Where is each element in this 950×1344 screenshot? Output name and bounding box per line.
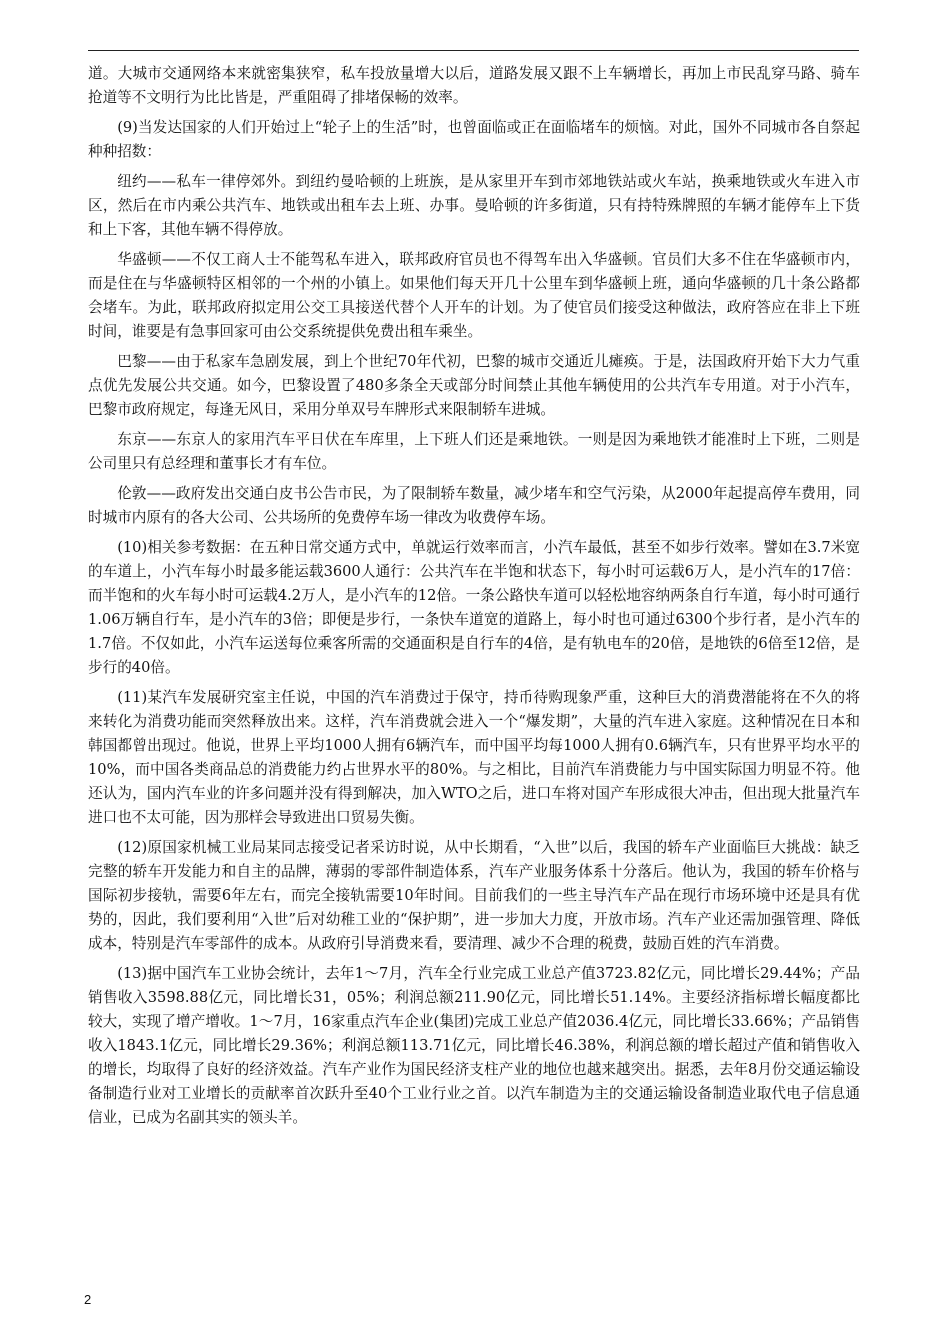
- paragraph-washington: 华盛顿——不仅工商人士不能驾私车进入，联邦政府官员也不得驾车出入华盛顿。官员们大多不住在华盛顿市内，而是住在与华盛顿特区相邻的一个州的小镇上。如果他们每天开几十公里车到华盛顿上班，通向华盛顿的几十条公路都会堵车。为此，联邦政府拟定用公交工具接送代替个人开车的计划。为了使官员们接受这种做法，政府答应在非上下班时间，谁要是有急事回家可由公交系统提供免费出租车乘坐。: [88, 251, 860, 340]
- paragraph-paris: 巴黎——由于私家车急剧发展，到上个世纪70年代初，巴黎的城市交通近儿瘫痪。于是，法国政府开始下大力气重点优先发展公共交通。如今，巴黎设置了480多条全天或部分时间禁止其他车辆使用的公共汽车专用道。对于小汽车，巴黎市政府规定，每逢无风日，采用分单双号车牌形式来限制轿车进城。: [88, 353, 860, 418]
- paragraph-10: (10)相关参考数据：在五种日常交通方式中，单就运行效率而言，小汽车最低，甚至不如步行效率。譬如在3.7米宽的车道上，小汽车每小时最多能运载3600人通行：公共汽车在半饱和状态下，每小时可运载6万人，是小汽车的17倍：而半饱和的火车每小时可运载4.2万人，是小汽车的12倍。一条公路快车道可以轻松地容纳两条自行车道，每小时可通行1.06万辆自行车，是小汽车的3倍；即便是步行，一条快车道宽的道路上，每小时也可通过6300个步行者，是小汽车的1.7倍。不仅如此，小汽车运送每位乘客所需的交通面积是自行车的4倍，是有轨电车的20倍，是地铁的6倍至12倍，是步行的40倍。: [88, 539, 860, 676]
- paragraph-12: (12)原国家机械工业局某同志接受记者采访时说，从中长期看，“入世”以后，我国的轿车产业面临巨大挑战：缺乏完整的轿车开发能力和自主的品牌，薄弱的零部件制造体系，汽车产业服务体系十分落后。他认为，我国的轿车价格与国际初步接轨，需要6年左右，而完全接轨需要10年时间。目前我们的一些主导汽车产品在现行市场环境中还是具有优势的，因此，我们要利用“入世”后对幼稚工业的“保护期”，进一步加大力度，开放市场。汽车产业还需加强管理、降低成本，特别是汽车零部件的成本。从政府引导消费来看，要清理、减少不合理的税费，鼓励百姓的汽车消费。: [88, 839, 860, 952]
- paragraph-tokyo: 东京——东京人的家用汽车平日伏在车库里，上下班人们还是乘地铁。一则是因为乘地铁才能准时上下班，二则是公司里只有总经理和董事长才有车位。: [88, 431, 860, 472]
- body-text: [88, 62, 860, 1136]
- page-number: 2: [84, 1292, 92, 1307]
- paragraph-13: (13)据中国汽车工业协会统计，去年1～7月，汽车全行业完成工业总产值3723.82亿元，同比增长29.44%；产品销售收入3598.88亿元，同比增长31，05%；利润总额211.90亿元，同比增长51.14%。主要经济指标增长幅度都比较大，实现了增产增收。1～7月，16家重点汽车企业(集团)完成工业总产值2036.4亿元，同比增长33.66%；产品销售收入1843.1亿元，同比增长29.36%；利润总额113.71亿元，同比增长46.38%，利润总额的增长超过产值和销售收入的增长，均取得了良好的经济效益。汽车产业作为国民经济支柱产业的地位也越来越突出。据悉，去年8月份交通运输设备制造行业对工业增长的贡献率首次跃升至40个工业行业之首。以汽车制造为主的交通运输设备制造业取代电子信息通信业，已成为名副其实的领头羊。: [88, 965, 860, 1126]
- paragraph-11: (11)某汽车发展研究室主任说，中国的汽车消费过于保守，持币待购现象严重，这种巨大的消费潜能将在不久的将来转化为消费功能而突然释放出来。这样，汽车消费就会进入一个“爆发期”，大量的汽车进入家庭。这种情况在日本和韩国都曾出现过。他说，世界上平均1000人拥有6辆汽车，而中国平均每1000人拥有0.6辆汽车，只有世界平均水平的10%，而中国各类商品总的消费能力约占世界水平的80%。与之相比，目前汽车消费能力与中国实际国力明显不符。他还认为，国内汽车业的许多问题并没有得到解决，加入WTO之后，进口车将对国产车形成很大冲击，但出现大批量汽车进口也不太可能，因为那样会导致进出口贸易失衡。: [88, 689, 860, 826]
- paragraph-continuation: 道。大城市交通网络本来就密集狭窄，私车投放量增大以后，道路发展又跟不上车辆增长，再加上市民乱穿马路、骑车抢道等不文明行为比比皆是，严重阻碍了排堵保畅的效率。: [88, 65, 860, 106]
- paragraph-newyork: 纽约——私车一律停郊外。到纽约曼哈顿的上班族，是从家里开车到市郊地铁站或火车站，换乘地铁或火车进入市区，然后在市内乘公共汽车、地铁或出租车去上班、办事。曼哈顿的许多街道，只有持特殊牌照的车辆才能停车上下货和上下客，其他车辆不得停放。: [88, 173, 860, 238]
- paragraph-9: (9)当发达国家的人们开始过上“轮子上的生活”时，也曾面临或正在面临堵车的烦恼。对此，国外不同城市各自祭起种种招数：: [88, 119, 860, 160]
- paragraph-london: 伦敦——政府发出交通白皮书公告市民，为了限制轿车数量，减少堵车和空气污染，从2000年起提高停车费用，同时城市内原有的各大公司、公共场所的免费停车场一律改为收费停车场。: [88, 485, 860, 526]
- header-rule: [88, 50, 859, 51]
